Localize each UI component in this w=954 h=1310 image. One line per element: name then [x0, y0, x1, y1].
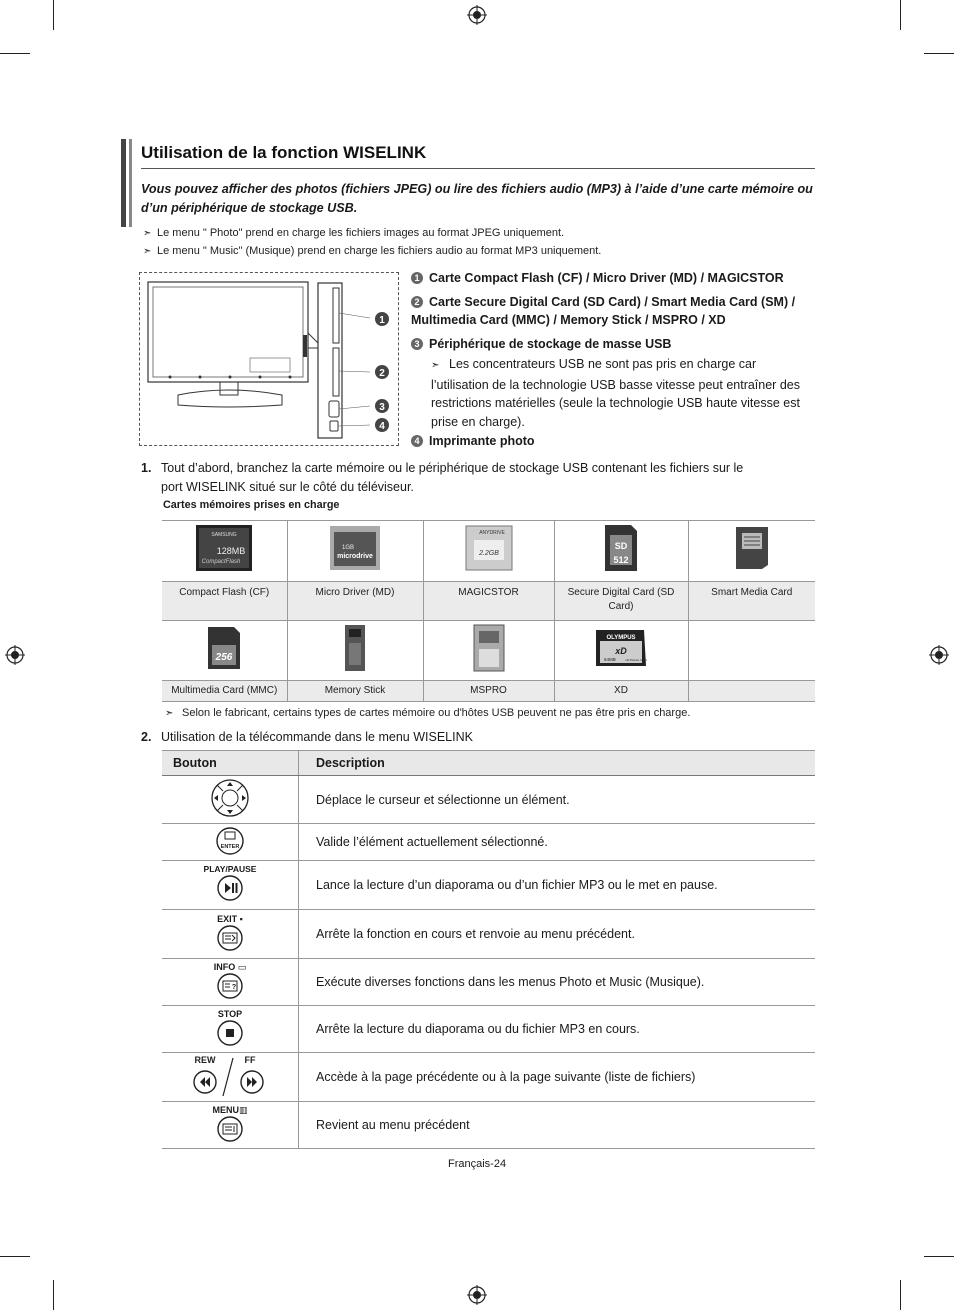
tv-side-diagram [139, 272, 399, 446]
empty-card-cell [688, 621, 815, 681]
legend-item-3: 3 Périphérique de stockage de masse USB [411, 335, 811, 353]
button-label: INFO [213, 961, 236, 972]
card-label: MSPRO [423, 681, 554, 702]
button-label: REW [194, 1054, 216, 1065]
diagram-label: 4 [379, 421, 385, 432]
xd-size: 64MB [604, 657, 616, 662]
step-1-number: 1. [141, 461, 152, 475]
cf-size: 128MB [216, 546, 246, 556]
note-photo: ➣ Le menu " Photo" prend en charge les fichiers images au format JPEG uniquement. [143, 227, 565, 239]
crop-mark [0, 1256, 30, 1257]
button-label: MENU [212, 1104, 239, 1115]
button-label: FF [244, 1054, 256, 1065]
xd-card-image [554, 621, 688, 681]
cf-brand: SAMSUNG [211, 532, 237, 538]
button-description: Exécute diverses fonctions dans les menus Photo et Music (Musique). [299, 959, 816, 1006]
micro-drive-card-image [287, 520, 423, 582]
title-rule [141, 168, 815, 169]
memory-cards-table [162, 520, 815, 702]
tv-illustration [140, 273, 398, 445]
smart-media-card-image [688, 520, 815, 582]
compact-flash-card-image [162, 520, 287, 582]
enter-icon [162, 824, 299, 861]
step-1-text: Tout d’abord, branchez la carte mémoire ou le périphérique de stockage USB contenant les fichiers sur le port WISELINK situé sur le côté du téléviseur. [161, 461, 744, 494]
diagram-label: 2 [379, 368, 385, 379]
crop-mark [53, 1280, 54, 1310]
play-pause-icon [162, 861, 299, 910]
registration-mark-icon [467, 1285, 487, 1305]
exit-icon: EXIT ▪ [162, 910, 299, 959]
xd-sub: xD-Picture Card [625, 658, 647, 662]
sd-card-image [554, 520, 688, 582]
card-label: Smart Media Card [688, 582, 815, 621]
column-header-description: Description [299, 751, 816, 776]
memory-stick-image [287, 621, 423, 681]
button-description: Lance la lecture d’un diaporama ou d’un fichier MP3 ou le met en pause. [299, 861, 816, 910]
sd-logo: SD [614, 541, 628, 551]
remote-buttons-table [162, 750, 815, 1149]
button-label: EXIT [217, 913, 238, 924]
cf-name: CompactFlash [201, 559, 241, 565]
cards-heading: Cartes mémoires prises en charge [163, 499, 340, 511]
card-label [688, 681, 815, 702]
button-label: STOP [217, 1008, 243, 1019]
step-2-text: Utilisation de la télécommande dans le menu WISELINK [161, 730, 473, 744]
card-label: MAGICSTOR [423, 582, 554, 621]
xd-logo: xD [615, 646, 627, 656]
crop-mark [924, 1256, 954, 1257]
xd-brand: OLYMPUS [606, 635, 636, 641]
legend-item-2: 2 Carte Secure Digital Card (SD Card) / Smart Media Card (SM) / Multimedia Card (MMC) / Memory Stick / MSPRO / XD [411, 295, 796, 327]
usb-note: ➣ Les concentrateurs USB ne sont pas pris en charge car l’utilisation de la technologie USB basse vitesse peut entraîner des restrictions matérielles (seule la technologie USB haute vitesse est prise en charge). [431, 357, 800, 429]
header-bar [129, 139, 132, 227]
intro-text: Vous pouvez afficher des photos (fichiers JPEG) ou lire des fichiers audio (MP3) à l’aide d’une carte mémoire ou d’un périphérique de stockage USB. [141, 182, 813, 215]
registration-mark-icon [467, 5, 487, 25]
menu-icon: MENU▥ [162, 1102, 299, 1149]
diagram-label: 3 [379, 402, 385, 413]
magicstor-name: ANYDRIVE [478, 530, 505, 536]
column-header-button: Bouton [162, 751, 299, 776]
mmc-card-image [162, 621, 287, 681]
card-label: Multimedia Card (MMC) [162, 681, 287, 702]
crop-mark [0, 53, 30, 54]
registration-mark-icon [5, 645, 25, 665]
button-description: Accède à la page précédente ou à la page suivante (liste de fichiers) [299, 1053, 816, 1102]
magicstor-card-image [423, 520, 554, 582]
card-label: XD [554, 681, 688, 702]
mmc-size: 256 [215, 652, 233, 663]
button-description: Arrête la fonction en cours et renvoie au menu précédent. [299, 910, 816, 959]
step-2-number: 2. [141, 730, 152, 744]
magicstor-size: 2.2GB [478, 550, 499, 557]
button-description: Valide l’élément actuellement sélectionné. [299, 824, 816, 861]
registration-mark-icon [929, 645, 949, 665]
card-label: Compact Flash (CF) [162, 582, 287, 621]
stop-icon [162, 1006, 299, 1053]
crop-mark [900, 1280, 901, 1310]
crop-mark [900, 0, 901, 30]
card-label: Micro Driver (MD) [287, 582, 423, 621]
page-footer: Français-24 [448, 1158, 507, 1170]
cards-note: ➣ Selon le fabricant, certains types de cartes mémoire ou d'hôtes USB peuvent ne pas être pris en charge. [165, 707, 691, 719]
button-label: ENTER [220, 843, 240, 850]
legend-item-1: 1 Carte Compact Flash (CF) / Micro Driver (MD) / MAGICSTOR [411, 269, 811, 287]
button-label: PLAY/PAUSE [203, 864, 257, 874]
diagram-label: 1 [379, 315, 385, 326]
page-title: Utilisation de la fonction WISELINK [141, 143, 427, 162]
crop-mark [53, 0, 54, 30]
info-icon: INFO ▭ ? [162, 959, 299, 1006]
header-bar [121, 139, 126, 227]
md-name: microdrive [337, 553, 373, 560]
button-description: Déplace le curseur et sélectionne un élément. [299, 776, 816, 824]
rew-ff-icon [162, 1053, 299, 1102]
svg-text:?: ? [231, 983, 237, 991]
crop-mark [924, 53, 954, 54]
sd-size: 512 [613, 555, 629, 565]
card-label: Memory Stick [287, 681, 423, 702]
dpad-icon [162, 776, 299, 824]
card-label: Secure Digital Card (SD Card) [554, 582, 688, 621]
button-description: Revient au menu précédent [299, 1102, 816, 1149]
button-description: Arrête la lecture du diaporama ou du fichier MP3 en cours. [299, 1006, 816, 1053]
md-size: 1GB [342, 545, 355, 551]
note-music: ➣ Le menu " Music" (Musique) prend en charge les fichiers audio au format MP3 uniquement. [143, 245, 602, 257]
legend-item-4: 4 Imprimante photo [411, 432, 811, 450]
mspro-card-image [423, 621, 554, 681]
